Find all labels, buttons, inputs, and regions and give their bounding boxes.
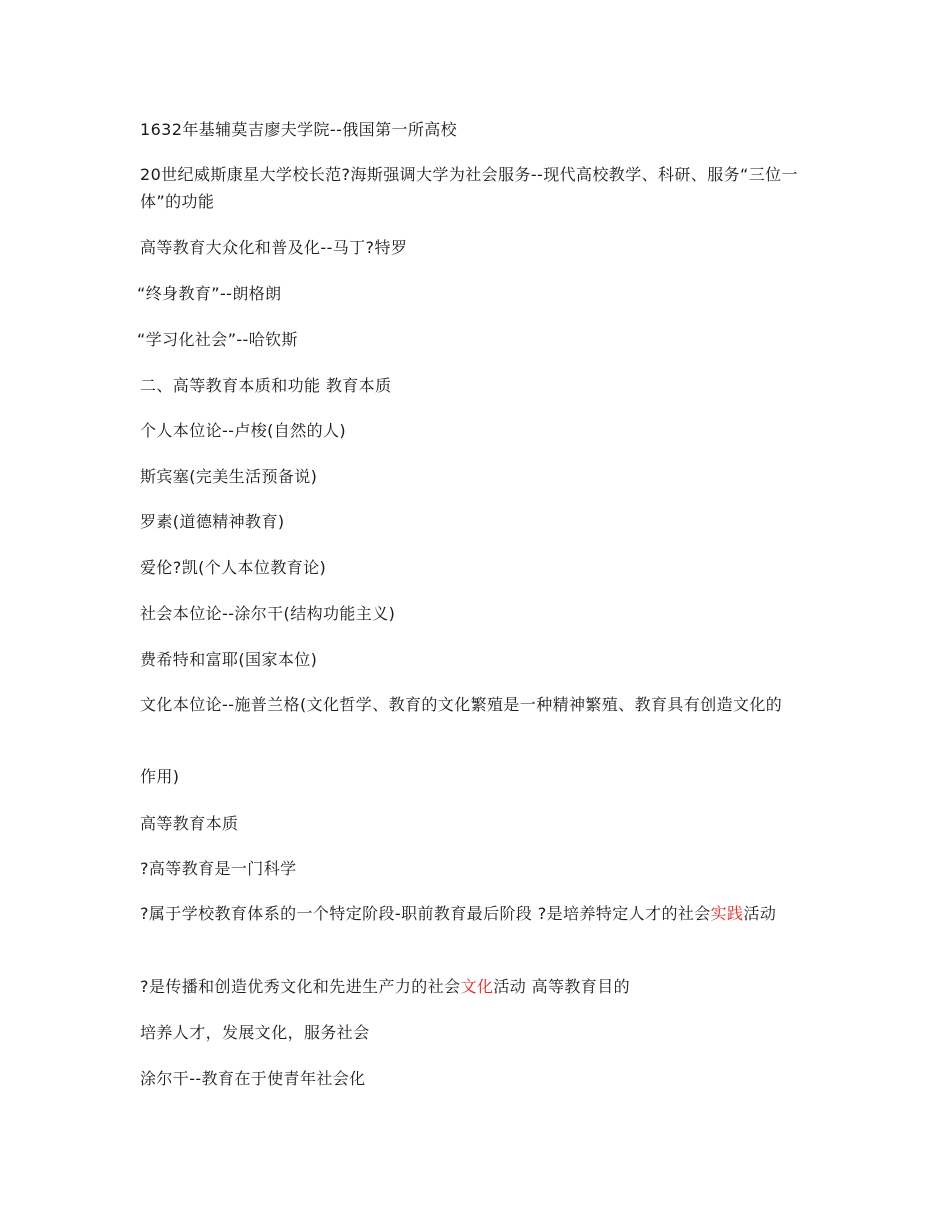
highlight-practice: 实践: [710, 904, 744, 923]
text-line-10: 爱伦?凯(个人本位教育论): [140, 558, 327, 577]
text-line-17: [140, 900, 810, 927]
text-line-12: 费希特和富耶(国家本位): [140, 650, 318, 669]
text-line-19: 培养人才，发展文化，服务社会: [140, 1023, 370, 1042]
text-line-18-after: 活动 高等教育目的: [493, 977, 630, 996]
text-line-5: “学习化社会”--哈钦斯: [137, 330, 298, 349]
text-line-18: [140, 973, 810, 1000]
text-line-17-before: ?属于学校教育体系的一个特定阶段-职前教育最后阶段 ?是培养特定人才的社会: [140, 904, 711, 923]
section-heading: 二、高等教育本质和功能 教育本质: [140, 376, 392, 395]
text-line-20: 涂尔干--教育在于使青年社会化: [140, 1069, 366, 1088]
text-line-13: 文化本位论--施普兰格(文化哲学、教育的文化繁殖是一种精神繁殖、教育具有创造文化的: [140, 695, 783, 714]
text-line-7: 个人本位论--卢梭(自然的人): [140, 421, 347, 440]
text-line-11: 社会本位论--涂尔干(结构功能主义): [140, 604, 396, 623]
text-line-2: 20世纪威斯康星大学校长范?海斯强调大学为社会服务--现代高校教学、科研、服务“三位一体”的功能: [140, 165, 798, 211]
text-line-17-after: 活动: [743, 904, 777, 923]
text-line-3: 高等教育大众化和普及化--马丁?特罗: [140, 238, 408, 257]
text-line-14: 作用): [140, 767, 180, 786]
text-line-4: “终身教育”--朗格朗: [137, 284, 282, 303]
text-line-18-before: ?是传播和创造优秀文化和先进生产力的社会: [140, 977, 461, 996]
highlight-culture: 文化: [460, 977, 494, 996]
text-line-15: 高等教育本质: [140, 814, 239, 833]
text-line-8: 斯宾塞(完美生活预备说): [140, 467, 318, 486]
text-line-1: 1632年基辅莫吉廖夫学院--俄国第一所高校: [140, 120, 458, 139]
text-line-16: ?高等教育是一门科学: [140, 859, 297, 878]
text-line-9: 罗素(道德精神教育): [140, 512, 285, 531]
